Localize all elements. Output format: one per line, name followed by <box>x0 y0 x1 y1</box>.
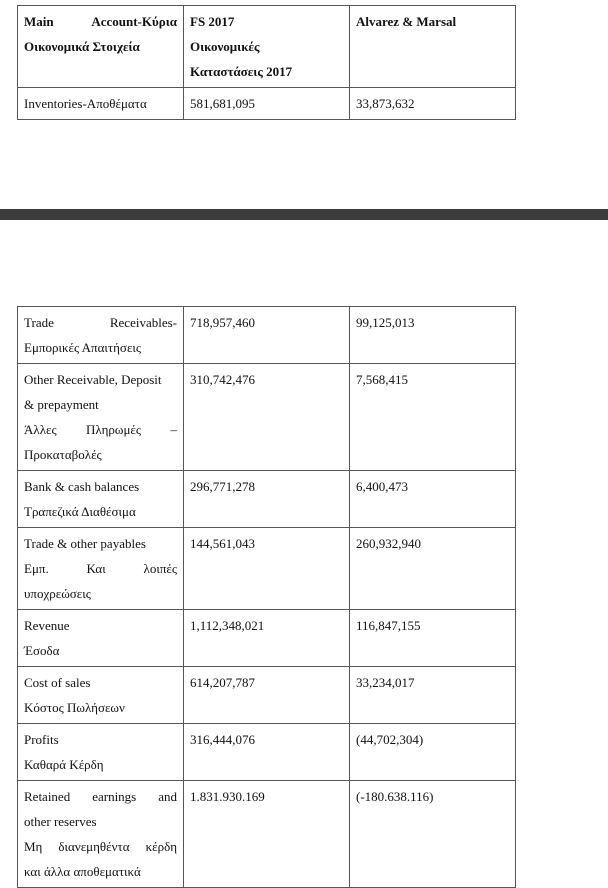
row-am-cell: 116,847,155 <box>350 610 516 667</box>
row-fs2017-cell: 144,561,043 <box>184 528 350 610</box>
row-label-cell: Revenue Έσοδα <box>18 610 184 667</box>
row-label-cell: Profits Καθαρά Κέρδη <box>18 724 184 781</box>
header-cell-fs2017: FS 2017 Οικονομικές Καταστάσεις 2017 <box>184 6 350 88</box>
table-row <box>18 667 516 724</box>
row-fs2017-cell: 310,742,476 <box>184 364 350 471</box>
row-fs2017-cell: 296,771,278 <box>184 471 350 528</box>
table-row <box>18 781 516 888</box>
table-row <box>18 88 516 120</box>
row-label-cell: Trade Receivables- Εμπορικές Απαιτήσεις <box>18 307 184 364</box>
row-fs2017-cell: 1.831.930.169 <box>184 781 350 888</box>
row-fs2017-cell: 316,444,076 <box>184 724 350 781</box>
header-main-account-line2: Οικονομικά Στοιχεία <box>24 39 140 54</box>
row-am-cell: 6,400,473 <box>350 471 516 528</box>
header-cell-main-account <box>18 6 184 88</box>
row-am-cell: 33,234,017 <box>350 667 516 724</box>
table-row <box>18 364 516 471</box>
row-am-cell: (44,702,304) <box>350 724 516 781</box>
row-fs2017-cell: 581,681,095 <box>184 88 350 120</box>
row-label-cell: Other Receivable, Deposit & prepayment Άλλες Πληρωμές – Προκαταβολές <box>18 364 184 471</box>
bottom-financial-table <box>17 306 516 888</box>
row-label-cell: Inventories-Αποθέματα <box>18 88 184 120</box>
header-cell-alvarez-marsal: Alvarez & Marsal <box>350 6 516 88</box>
row-fs2017-cell: 718,957,460 <box>184 307 350 364</box>
table-row <box>18 471 516 528</box>
header-main-account-line1: Main Account-Κύρια <box>24 14 177 29</box>
row-fs2017-cell: 1,112,348,021 <box>184 610 350 667</box>
row-label-cell: Bank & cash balances Τραπεζικά Διαθέσιμα <box>18 471 184 528</box>
row-label-cell: Retained earnings and other reserves Μη διανεμηθέντα κέρδη και άλλα αποθεματικά <box>18 781 184 888</box>
row-am-cell: 33,873,632 <box>350 88 516 120</box>
table-row <box>18 528 516 610</box>
table-row <box>18 307 516 364</box>
row-am-cell: (-180.638.116) <box>350 781 516 888</box>
table-row <box>18 724 516 781</box>
row-label-cell: Trade & other payables Εμπ. Και λοιπές υποχρεώσεις <box>18 528 184 610</box>
table-header-row <box>18 6 516 88</box>
row-fs2017-cell: 614,207,787 <box>184 667 350 724</box>
row-label-cell: Cost of sales Κόστος Πωλήσεων <box>18 667 184 724</box>
row-am-cell: 260,932,940 <box>350 528 516 610</box>
row-am-cell: 99,125,013 <box>350 307 516 364</box>
top-financial-table <box>17 5 516 120</box>
row-am-cell: 7,568,415 <box>350 364 516 471</box>
page-break-divider <box>0 209 608 220</box>
table-row <box>18 610 516 667</box>
